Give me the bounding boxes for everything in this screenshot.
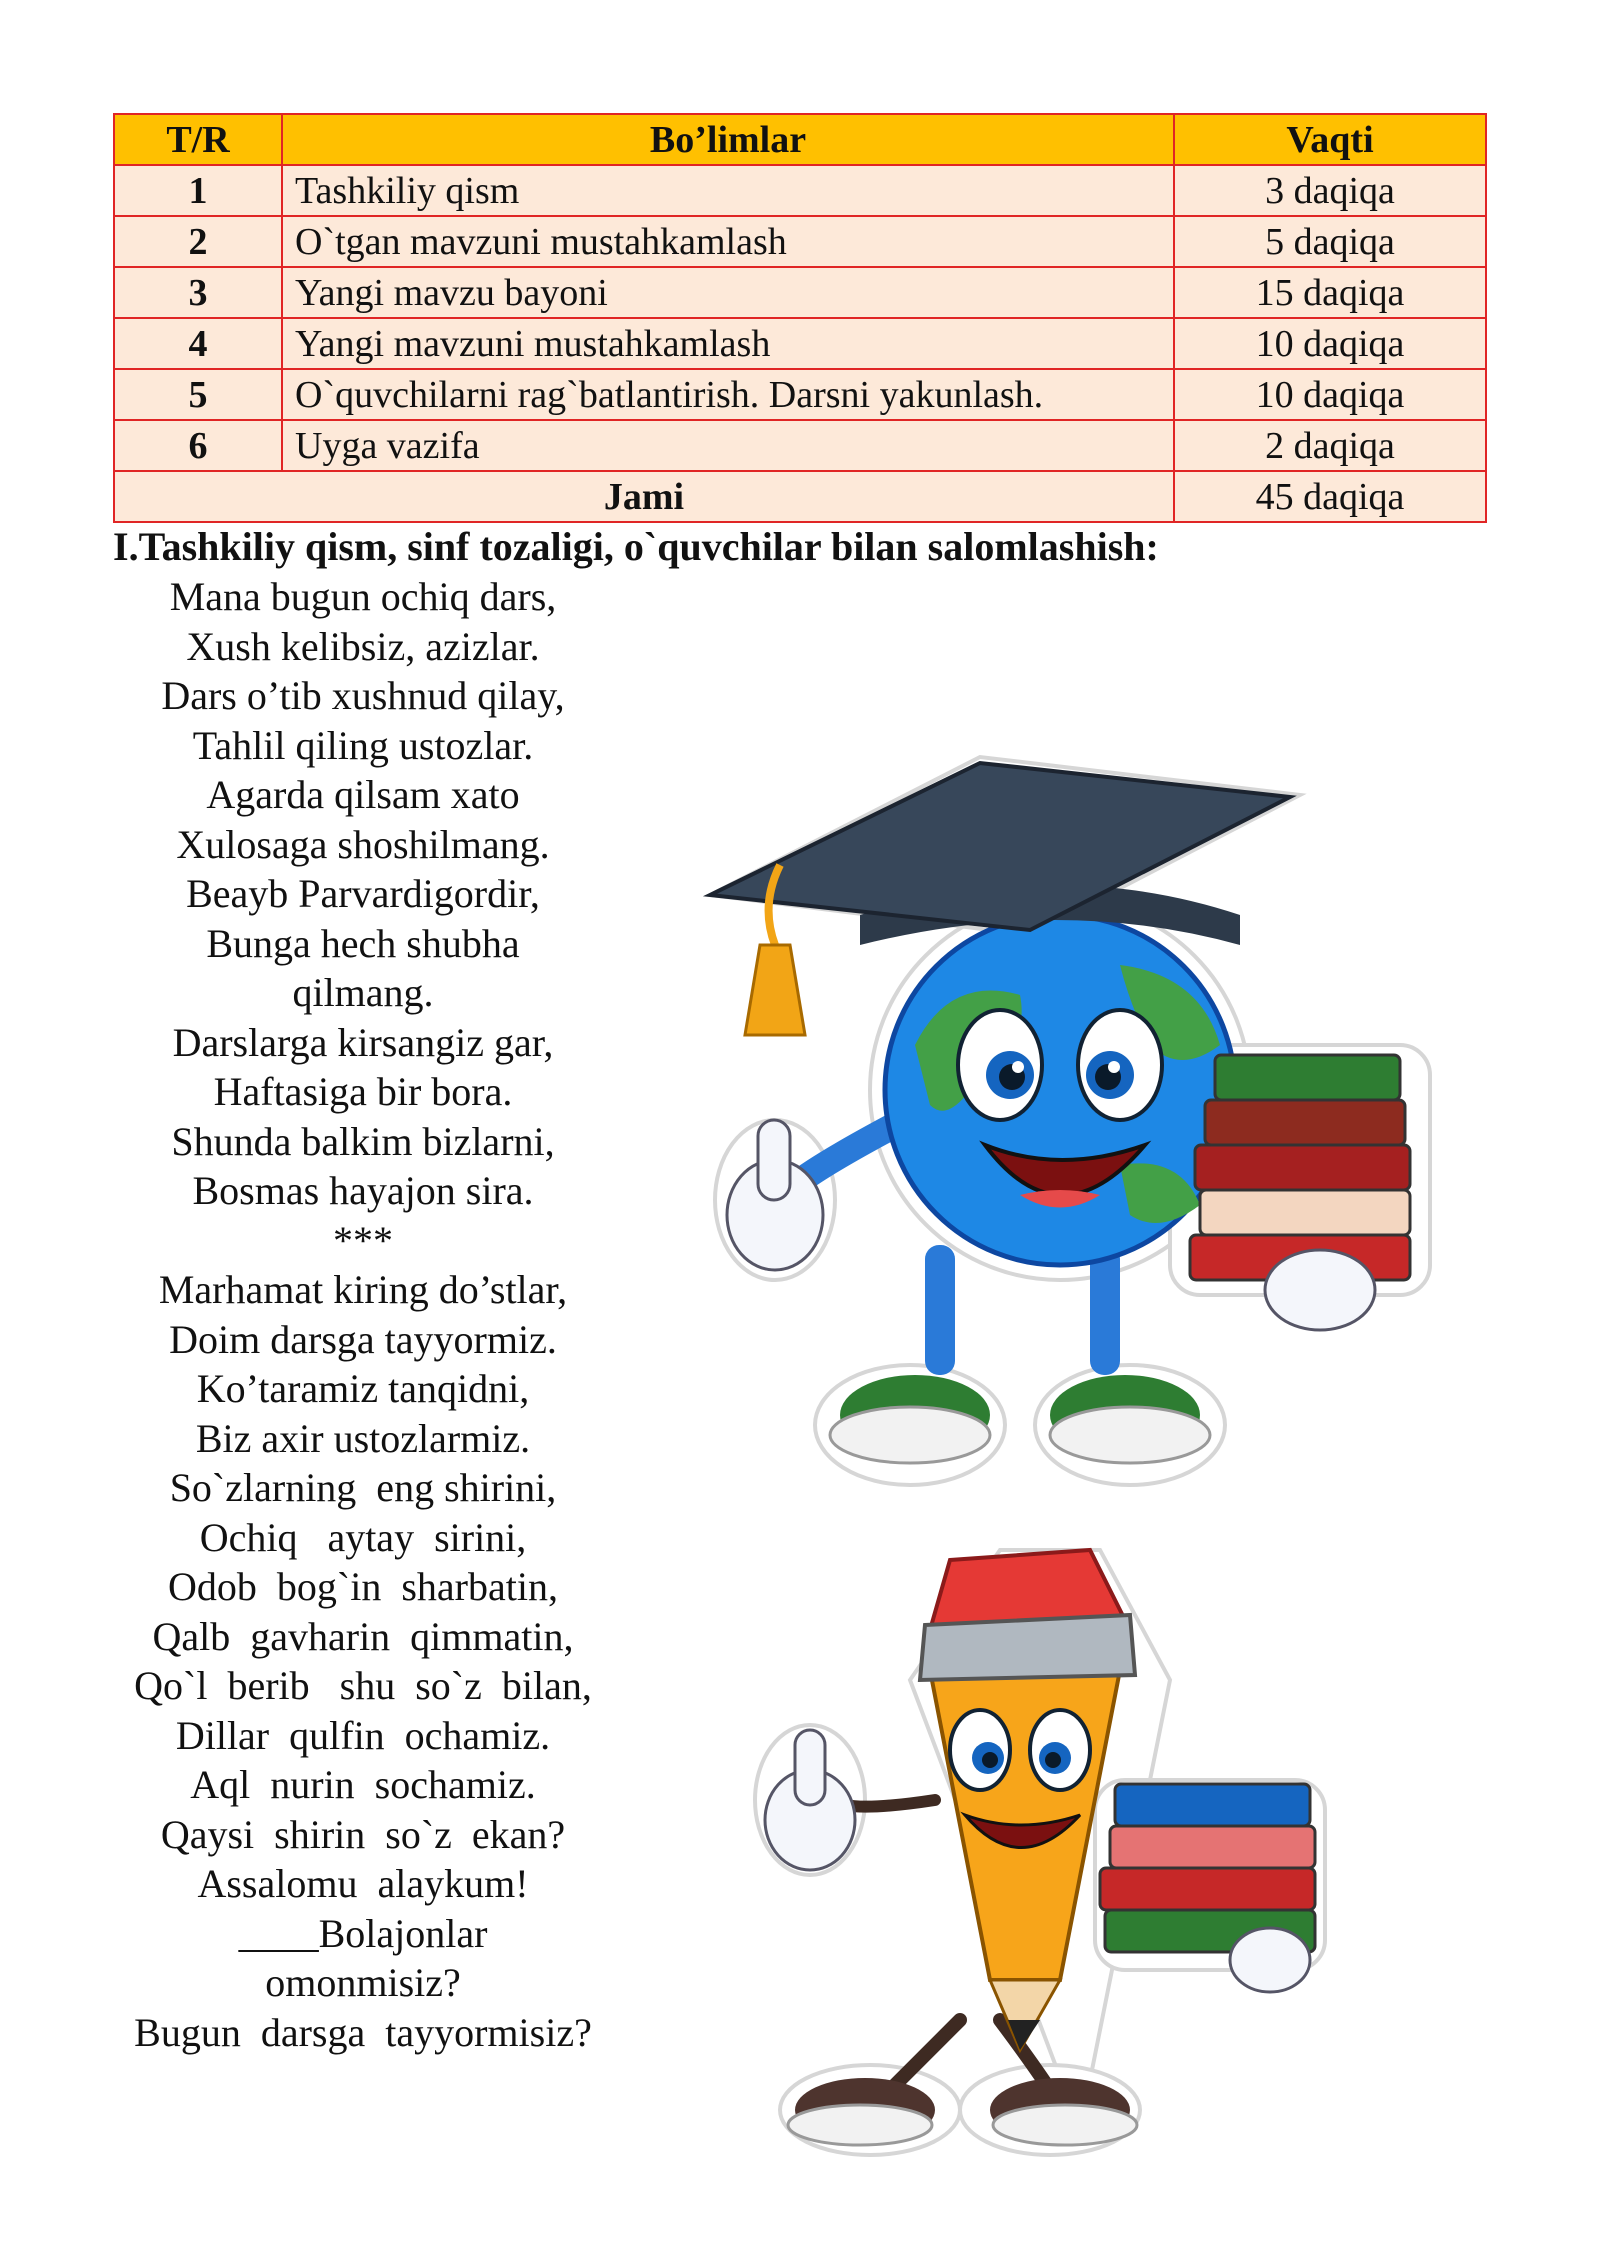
row-time: 10 daqiqa bbox=[1174, 318, 1486, 369]
poem-line: Qalb gavharin qimmatin, bbox=[152, 1613, 574, 1659]
poem-line: Dars o’tib xushnud qilay, bbox=[161, 673, 565, 718]
table-row bbox=[114, 165, 1486, 216]
poem-line: Tahlil qiling ustozlar. bbox=[192, 722, 534, 768]
header-number: T/R bbox=[114, 114, 282, 165]
table-row bbox=[114, 318, 1486, 369]
row-time: 2 daqiqa bbox=[1174, 420, 1486, 471]
greeting-poem bbox=[113, 572, 613, 2057]
row-section: Yangi mavzu bayoni bbox=[282, 267, 1174, 318]
table-row bbox=[114, 369, 1486, 420]
total-label: Jami bbox=[114, 471, 1174, 522]
lesson-plan-table bbox=[113, 113, 1487, 523]
total-time: 45 daqiqa bbox=[1174, 471, 1486, 522]
row-number: 1 bbox=[114, 165, 282, 216]
row-time: 5 daqiqa bbox=[1174, 216, 1486, 267]
poem-line: Assalomu alaykum! bbox=[197, 1861, 529, 1906]
poem-line: Darslarga kirsangiz gar, bbox=[172, 1019, 554, 1065]
poem-line: Bosmas hayajon sira. bbox=[192, 1168, 534, 1213]
row-time: 10 daqiqa bbox=[1174, 369, 1486, 420]
poem-line: Bugun darsga tayyormisiz? bbox=[134, 2009, 592, 2055]
poem-separator: *** bbox=[333, 1217, 393, 1263]
poem-line: Xulosaga shoshilmang. bbox=[176, 821, 550, 867]
poem-line: Agarda qilsam xato bbox=[206, 772, 520, 817]
poem-line: Bunga hech shubha bbox=[206, 920, 520, 966]
globe-mascot-illustration bbox=[700, 745, 1440, 1505]
row-section: O`quvchilarni rag`batlantirish. Darsni yakunlash. bbox=[282, 369, 1174, 420]
poem-line: Odob bog`in sharbatin, bbox=[168, 1564, 558, 1609]
pencil-mascot-illustration bbox=[750, 1540, 1330, 2160]
poem-line: Ochiq aytay sirini, bbox=[199, 1514, 527, 1560]
table-header-row bbox=[114, 114, 1486, 165]
header-time: Vaqti bbox=[1174, 114, 1486, 165]
poem-line: Haftasiga bir bora. bbox=[213, 1069, 513, 1114]
row-section: Tashkiliy qism bbox=[282, 165, 1174, 216]
poem-line: ____Bolajonlar bbox=[238, 1910, 488, 1956]
row-number: 4 bbox=[114, 318, 282, 369]
poem-line: Biz axir ustozlarmiz. bbox=[195, 1415, 531, 1461]
row-number: 2 bbox=[114, 216, 282, 267]
poem-line: qilmang. bbox=[292, 970, 434, 1015]
row-section: Yangi mavzuni mustahkamlash bbox=[282, 318, 1174, 369]
poem-line: Ko’taramiz tanqidni, bbox=[196, 1366, 530, 1411]
table-row bbox=[114, 216, 1486, 267]
row-number: 3 bbox=[114, 267, 282, 318]
table-total-row bbox=[114, 471, 1486, 522]
poem-line: Mana bugun ochiq dars, bbox=[169, 574, 557, 619]
row-number: 5 bbox=[114, 369, 282, 420]
poem-line: Dillar qulfin ochamiz. bbox=[175, 1712, 551, 1758]
row-section: Uyga vazifa bbox=[282, 420, 1174, 471]
poem-line: omonmisiz? bbox=[265, 1960, 461, 2005]
row-number: 6 bbox=[114, 420, 282, 471]
poem-line: Qaysi shirin so`z ekan? bbox=[160, 1811, 566, 1857]
poem-line: Beayb Parvardigordir, bbox=[186, 871, 540, 916]
poem-line: So`zlarning eng shirini, bbox=[169, 1465, 557, 1510]
section-heading: I.Tashkiliy qism, sinf tozaligi, o`quvchilar bilan salomlashish: bbox=[113, 524, 1159, 569]
poem-line: Shunda balkim bizlarni, bbox=[171, 1118, 555, 1164]
header-sections: Bo’limlar bbox=[282, 114, 1174, 165]
poem-line: Marhamat kiring do’stlar, bbox=[158, 1267, 568, 1312]
poem-line: Aql nurin sochamiz. bbox=[190, 1762, 536, 1807]
table-row bbox=[114, 267, 1486, 318]
row-section: O`tgan mavzuni mustahkamlash bbox=[282, 216, 1174, 267]
poem-line: Doim darsga tayyormiz. bbox=[169, 1316, 557, 1362]
row-time: 15 daqiqa bbox=[1174, 267, 1486, 318]
table-row bbox=[114, 420, 1486, 471]
poem-line: Xush kelibsiz, azizlar. bbox=[186, 623, 540, 669]
row-time: 3 daqiqa bbox=[1174, 165, 1486, 216]
poem-line: Qo`l berib shu so`z bilan, bbox=[134, 1663, 592, 1708]
